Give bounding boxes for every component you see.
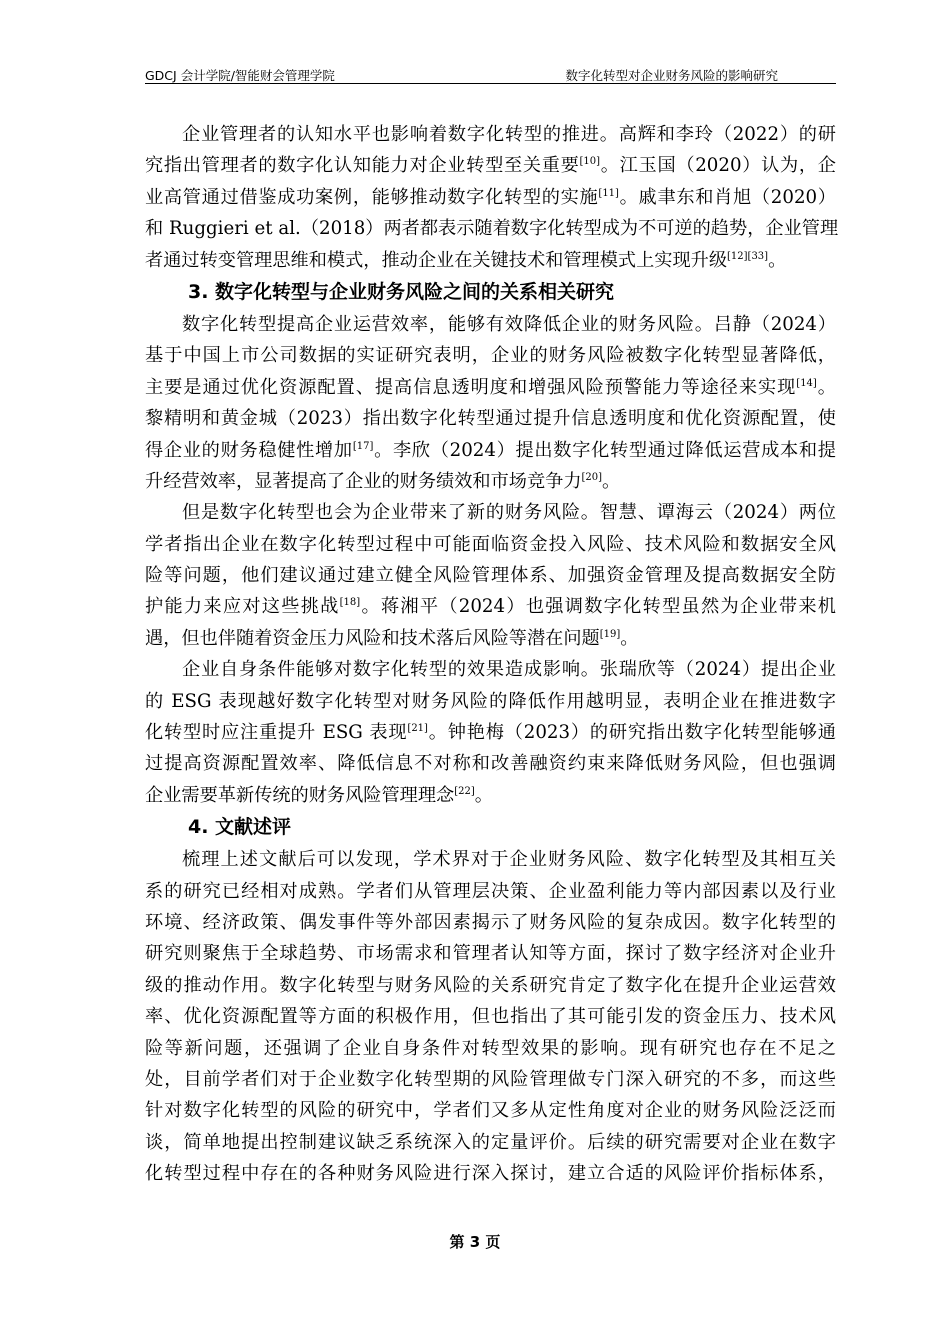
text-segment: 环境、经济政策、偶发事件等外部因素揭示了财务风险的复杂成因。数字化转型的: [145, 911, 836, 933]
text-segment: 。: [474, 784, 493, 806]
citation-ref: [22]: [454, 785, 475, 797]
text-segment: 。: [768, 249, 787, 271]
citation-ref: [12][33]: [727, 250, 769, 262]
text-line: [145, 119, 836, 150]
text-line: [145, 623, 836, 654]
text-segment: 。: [620, 627, 639, 649]
citation-ref: [21]: [407, 723, 428, 735]
text-segment: 得企业的财务稳健性增加: [145, 439, 353, 461]
text-segment: 梳理上述文献后可以发现，学术界对于企业财务风险、数字化转型及其相互关: [182, 849, 836, 871]
text-segment: 。蒋湘平（2024）也强调数字化转型虽然为企业带来机: [360, 596, 836, 618]
text-line: [145, 403, 836, 434]
citation-ref: [20]: [581, 471, 603, 483]
text-segment: 险等新问题，还强调了企业自身条件对转型效果的影响。现有研究也存在不足之: [145, 1037, 836, 1059]
text-line: [145, 245, 836, 276]
text-segment: 研究则聚焦于全球趋势、市场需求和管理者认知等方面，探讨了数字经济对企业升: [145, 943, 836, 965]
header-paper-title: 数字化转型对企业财务风险的影响研究: [565, 68, 778, 83]
text-line: [145, 938, 836, 969]
page-number: 第 3 页: [449, 1233, 501, 1251]
paragraph: [145, 119, 839, 276]
text-line: [145, 340, 836, 371]
text-segment: 者通过转变管理思维和模式，推动企业在关键技术和管理模式上实现升级: [145, 249, 728, 271]
citation-ref: [18]: [339, 597, 361, 609]
text-segment: 企业管理者的认知水平也影响着数字化转型的推进。高辉和李玲（2022）的研: [182, 124, 836, 145]
section-heading: 4. 文献述评: [188, 816, 292, 839]
text-segment: 。江玉国（2020）认为，企: [600, 155, 836, 177]
text-line: [145, 1095, 836, 1126]
text-segment: 化转型时应注重提升 ESG 表现: [145, 722, 408, 744]
text-line: [145, 1127, 836, 1158]
text-segment: 处，目前学者们对于企业数字化转型期的风险管理做专门深入研究的不多，而这些: [145, 1068, 836, 1090]
text-segment: 过提高资源配置效率、降低信息不对称和改善融资约束来降低财务风险，但也强调: [145, 753, 836, 775]
text-line: [145, 182, 836, 213]
text-line: [145, 1064, 836, 1095]
text-line: [145, 591, 836, 622]
text-line: [145, 435, 836, 466]
text-line: [145, 876, 836, 907]
text-segment: 基于中国上市公司数据的实证研究表明，企业的财务风险被数字化转型显著降低，: [145, 345, 836, 367]
text-line: [145, 686, 836, 717]
text-segment: 。: [816, 376, 836, 398]
text-segment: 主要是通过优化资源配置、提高信息透明度和增强风险预警能力等途径来实现: [145, 376, 797, 398]
paragraph: [145, 844, 836, 1189]
text-line: [145, 466, 836, 497]
text-line: [145, 1158, 836, 1189]
text-segment: 数字化转型提高企业运营效率，能够有效降低企业的财务风险。吕静（2024）: [182, 313, 836, 335]
text-segment: 的 ESG 表现越好数字化转型对财务风险的降低作用越明显，表明企业在推进数字: [145, 690, 836, 712]
running-header: [145, 64, 836, 84]
paragraph: [145, 654, 836, 811]
text-segment: 率、优化资源配置等方面的积极作用，但也指出了其可能引发的资金压力、技术风: [145, 1006, 836, 1028]
text-line: [145, 970, 836, 1001]
text-segment: 。李欣（2024）提出数字化转型通过降低运营成本和提: [373, 439, 836, 461]
text-segment: 险等问题，他们建议通过建立健全风险管理体系、加强资金管理及提高数据安全防: [145, 565, 836, 587]
text-segment: 黎精明和黄金城（2023）指出数字化转型通过提升信息透明度和优化资源配置，使: [145, 408, 836, 430]
text-segment: 针对数字化转型的风险的研究中，学者们又多从定性角度对企业的财务风险泛泛而: [145, 1100, 836, 1122]
text-line: [145, 780, 836, 811]
text-segment: 遇，但也伴随着资金压力风险和技术落后风险等潜在问题: [145, 627, 600, 649]
citation-ref: [14]: [796, 377, 817, 389]
text-segment: 升经营效率，显著提高了企业的财务绩效和市场竞争力: [145, 470, 582, 492]
text-line: [145, 560, 836, 591]
text-segment: 。钟艳梅（2023）的研究指出数字化转型能够通: [427, 722, 836, 744]
text-segment: 级的推动作用。数字化转型与财务风险的关系研究肯定了数字化在提升企业运营效: [145, 974, 836, 996]
text-line: [145, 529, 836, 560]
text-line: [145, 1001, 836, 1032]
text-segment: 化转型过程中存在的各种财务风险进行深入探讨，建立合适的风险评价指标体系，: [145, 1163, 836, 1185]
text-segment: 。戚聿东和肖旭（2020）: [618, 186, 836, 208]
text-segment: 业高管通过借鉴成功案例，能够推动数字化转型的实施: [145, 186, 599, 208]
text-line: [145, 497, 836, 528]
text-segment: 。: [602, 470, 621, 492]
text-segment: 谈，简单地提出控制建议缺乏系统深入的定量评价。后续的研究需要对企业在数字: [145, 1131, 836, 1153]
text-segment: 究指出管理者的数字化认知能力对企业转型至关重要: [145, 155, 580, 177]
citation-ref: [11]: [598, 187, 619, 199]
text-segment: 护能力来应对这些挑战: [145, 596, 340, 618]
paragraph: [145, 497, 836, 654]
text-segment: 企业自身条件能够对数字化转型的效果造成影响。张瑞欣等（2024）提出企业: [182, 659, 836, 681]
text-segment: 系的研究已经相对成熟。学者们从管理层决策、企业盈利能力等内部因素以及行业: [145, 880, 836, 902]
citation-ref: [17]: [352, 440, 374, 452]
text-line: [145, 717, 836, 748]
text-segment: 但是数字化转型也会为企业带来了新的财务风险。智慧、谭海云（2024）两位: [182, 502, 836, 524]
text-line: [145, 907, 836, 938]
citation-ref: [19]: [599, 628, 621, 640]
text-line: [145, 654, 836, 685]
header-institution: GDCJ 会计学院/智能财会管理学院: [145, 68, 335, 83]
text-line: [145, 213, 839, 244]
text-line: [145, 150, 836, 181]
text-segment: 和 Ruggieri et al.（2018）两者都表示随着数字化转型成为不可逆的趋势，企业管理: [145, 218, 839, 240]
text-line: [145, 844, 836, 875]
text-segment: 学者指出企业在数字化转型过程中可能面临资金投入风险、技术风险和数据安全风: [145, 533, 836, 555]
citation-ref: [10]: [579, 156, 601, 168]
text-line: [145, 309, 836, 340]
text-line: [145, 748, 836, 779]
document-body: [145, 119, 839, 1190]
text-line: [145, 1033, 836, 1064]
section-heading: 3. 数字化转型与企业财务风险之间的关系相关研究: [188, 280, 615, 303]
text-segment: 企业需要革新传统的财务风险管理理念: [145, 784, 455, 806]
text-line: [145, 372, 836, 403]
paragraph: [145, 309, 836, 497]
